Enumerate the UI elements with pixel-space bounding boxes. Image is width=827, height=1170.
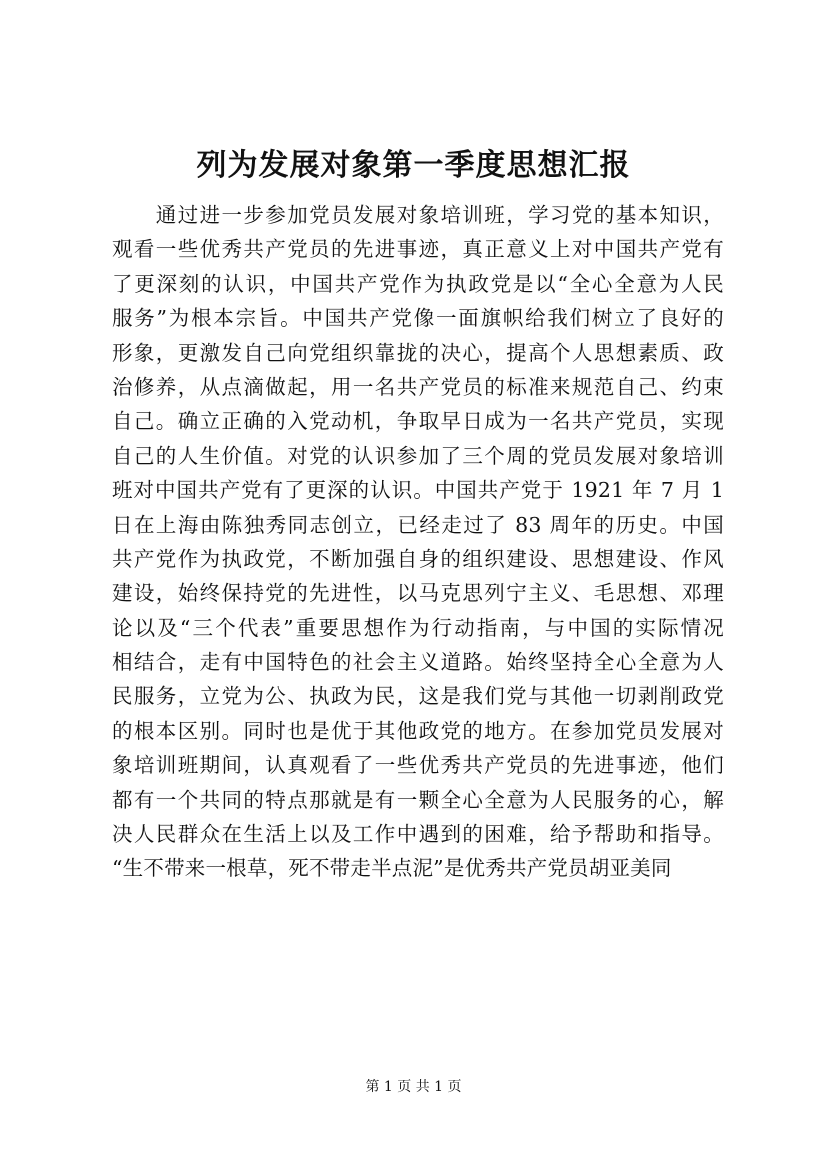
body-line: 班对中国共产党有了更深的认识。中国共产党于 1921 年 7 月 1	[112, 478, 724, 503]
body-line: 日在上海由陈独秀同志创立，已经走过了 83 周年的历史。中国	[112, 512, 724, 537]
body-line: 决人民群众在生活上以及工作中遇到的困难，给予帮助和指导。	[112, 822, 724, 847]
body-line: 象培训班期间，认真观看了一些优秀共产党员的先进事迹，他们	[112, 753, 724, 778]
document-title: 列为发展对象第一季度思想汇报	[196, 148, 631, 183]
body-line: 的根本区别。同时也是优于其他政党的地方。在参加党员发展对	[112, 718, 724, 743]
body-line: 都有一个共同的特点那就是有一颗全心全意为人民服务的心，解	[112, 787, 724, 812]
body-line: 形象，更激发自己向党组织靠拢的决心，提高个人思想素质、政	[112, 340, 724, 365]
body-line: 服务”为根本宗旨。中国共产党像一面旗帜给我们树立了良好的	[112, 306, 724, 331]
body-line: 论以及“三个代表”重要思想作为行动指南，与中国的实际情况	[112, 615, 724, 640]
body-line: 观看一些优秀共产党员的先进事迹，真正意义上对中国共产党有	[112, 237, 724, 262]
document-body	[112, 198, 724, 886]
body-line: 自己的人生价值。对党的认识参加了三个周的党员发展对象培训	[112, 443, 724, 468]
body-line: “生不带来一根草，死不带走半点泥”是优秀共产党员胡亚美同	[112, 856, 672, 881]
body-line: 治修养，从点滴做起，用一名共产党员的标准来规范自己、约束	[112, 374, 724, 399]
body-line: 了更深刻的认识，中国共产党作为执政党是以“全心全意为人民	[112, 271, 724, 296]
body-line: 共产党作为执政党，不断加强自身的组织建设、思想建设、作风	[112, 546, 724, 571]
body-line: 自己。确立正确的入党动机，争取早日成为一名共产党员，实现	[112, 409, 724, 434]
page-footer: 第 1 页 共 1 页	[365, 1079, 462, 1095]
body-line: 通过进一步参加党员发展对象培训班，学习党的基本知识，	[112, 203, 724, 227]
body-line: 建设，始终保持党的先进性，以马克思列宁主义、毛思想、邓理	[112, 581, 724, 606]
body-line: 相结合，走有中国特色的社会主义道路。始终坚持全心全意为人	[112, 650, 724, 675]
body-line: 民服务，立党为公、执政为民，这是我们党与其他一切剥削政党	[112, 684, 724, 709]
